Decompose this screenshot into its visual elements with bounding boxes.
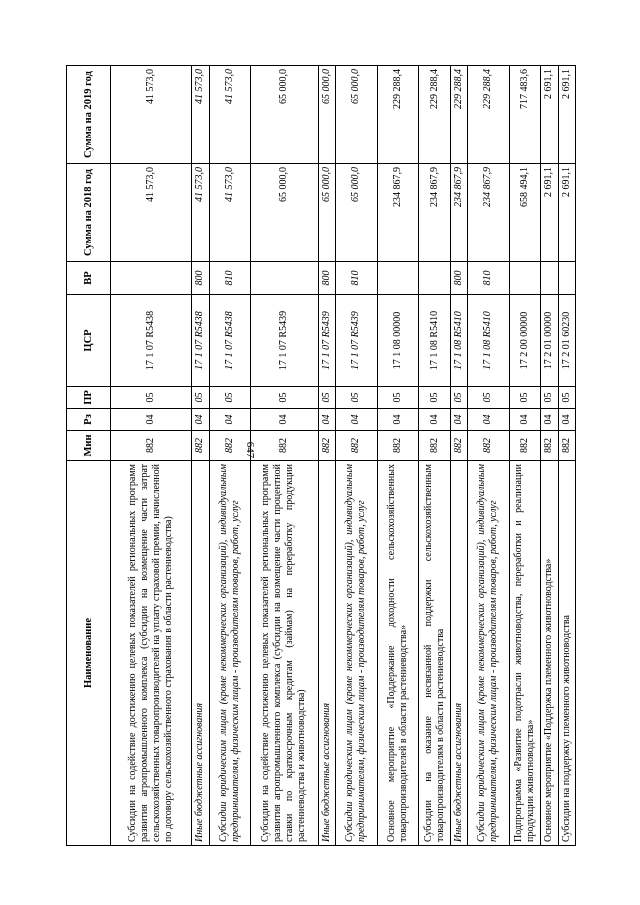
cell-rz: 04: [468, 409, 510, 431]
cell-sum-2019: 229 288,4: [419, 66, 450, 164]
cell-pr: 05: [377, 387, 419, 409]
header-min: Мин: [67, 431, 111, 461]
cell-pr: 05: [209, 387, 251, 409]
cell-csr: 17 2 01 60230: [558, 295, 575, 387]
cell-sum-2019: 2 691,1: [558, 66, 575, 164]
cell-min: 882: [450, 431, 467, 461]
cell-pr: 05: [509, 387, 540, 409]
cell-vr: 810: [209, 262, 251, 295]
cell-min: 882: [419, 431, 450, 461]
cell-sum-2019: 229 288,4: [468, 66, 510, 164]
cell-sum-2019: 65 000,0: [251, 66, 318, 164]
cell-min: 882: [111, 431, 192, 461]
cell-min: 882: [335, 431, 377, 461]
cell-sum-2019: 229 288,4: [450, 66, 467, 164]
cell-csr: 17 1 08 00000: [377, 295, 419, 387]
table-row: [541, 66, 558, 846]
table-row: [509, 66, 540, 846]
cell-pr: 05: [251, 387, 318, 409]
cell-pr: 05: [558, 387, 575, 409]
cell-sum-2018: 2 691,1: [541, 164, 558, 262]
cell-rz: 04: [111, 409, 192, 431]
cell-min: 882: [192, 431, 209, 461]
cell-rz: 04: [509, 409, 540, 431]
cell-rz: 04: [192, 409, 209, 431]
cell-vr: [558, 262, 575, 295]
table-row: [419, 66, 450, 846]
cell-csr: 17 1 07 R5438: [192, 295, 209, 387]
cell-pr: 05: [419, 387, 450, 409]
cell-min: 882: [318, 431, 335, 461]
cell-pr: 05: [192, 387, 209, 409]
cell-pr: 05: [111, 387, 192, 409]
cell-sum-2018: 234 867,9: [450, 164, 467, 262]
cell-sum-2019: 41 573,0: [192, 66, 209, 164]
cell-pr: 05: [541, 387, 558, 409]
cell-csr: 17 1 08 R5410: [450, 295, 467, 387]
cell-sum-2018: 41 573,0: [209, 164, 251, 262]
cell-sum-2018: 234 867,9: [468, 164, 510, 262]
cell-vr: [509, 262, 540, 295]
table-row: [209, 66, 251, 846]
cell-vr: [251, 262, 318, 295]
cell-min: 882: [209, 431, 251, 461]
table-row: [468, 66, 510, 846]
cell-sum-2018: 234 867,9: [377, 164, 419, 262]
cell-name: Иные бюджетные ассигнования: [450, 461, 467, 846]
cell-vr: 800: [450, 262, 467, 295]
cell-vr: 810: [335, 262, 377, 295]
header-sum-2018: Сумма на 2018 год: [67, 164, 111, 262]
cell-min: 882: [541, 431, 558, 461]
cell-pr: 05: [318, 387, 335, 409]
table-row: [558, 66, 575, 846]
table-row: [251, 66, 318, 846]
cell-csr: 17 1 07 R5438: [111, 295, 192, 387]
cell-name: Субсидии юридическим лицам (кроме некоммерческих организаций), индивидуальным предпринимателям, физическим лицам - производителям товаров, работ, услуг: [468, 461, 510, 846]
cell-csr: 17 1 07 R5439: [251, 295, 318, 387]
cell-rz: 04: [541, 409, 558, 431]
cell-name: Субсидии юридическим лицам (кроме некоммерческих организаций), индивидуальным предпринимателям, физическим лицам - производителям товаров, работ, услуг: [209, 461, 251, 846]
cell-sum-2019: 65 000,0: [335, 66, 377, 164]
cell-rz: 04: [558, 409, 575, 431]
cell-csr: 17 1 07 R5438: [209, 295, 251, 387]
cell-name: Основное мероприятие «Поддержка племенного животноводства»: [541, 461, 558, 846]
cell-rz: 04: [450, 409, 467, 431]
table-row: [377, 66, 419, 846]
cell-name: Субсидии на содействие достижению целевых показателей региональных программ развития агропромышленного комплекса (субсидии на возмещение части процентной ставки по краткосрочным кредитам (займам) на переработку продукции растениеводства и животноводства): [251, 461, 318, 846]
cell-vr: 810: [468, 262, 510, 295]
cell-csr: 17 1 07 R5439: [335, 295, 377, 387]
cell-csr: 17 1 08 R5410: [468, 295, 510, 387]
cell-name: Субсидии на поддержку племенного животноводства: [558, 461, 575, 846]
cell-rz: 04: [419, 409, 450, 431]
cell-min: 882: [558, 431, 575, 461]
cell-csr: 17 2 01 00000: [541, 295, 558, 387]
cell-min: 882: [377, 431, 419, 461]
table-row: [335, 66, 377, 846]
cell-pr: 05: [450, 387, 467, 409]
cell-csr: 17 1 07 R5439: [318, 295, 335, 387]
cell-vr: [377, 262, 419, 295]
cell-sum-2018: 65 000,0: [318, 164, 335, 262]
table-row: [450, 66, 467, 846]
budget-table-container: [66, 66, 576, 846]
table-row: [318, 66, 335, 846]
cell-sum-2019: 717 483,6: [509, 66, 540, 164]
header-pr: ПР: [67, 387, 111, 409]
cell-rz: 04: [318, 409, 335, 431]
page-number: 647: [244, 441, 256, 459]
cell-sum-2019: 229 288,4: [377, 66, 419, 164]
cell-rz: 04: [251, 409, 318, 431]
cell-min: 882: [468, 431, 510, 461]
budget-table: [66, 65, 576, 846]
table-header-row: [67, 66, 111, 846]
cell-min: 882: [509, 431, 540, 461]
cell-vr: 800: [318, 262, 335, 295]
header-csr: ЦСР: [67, 295, 111, 387]
header-sum-2019: Сумма на 2019 год: [67, 66, 111, 164]
cell-vr: [419, 262, 450, 295]
cell-rz: 04: [335, 409, 377, 431]
cell-csr: 17 2 00 00000: [509, 295, 540, 387]
cell-csr: 17 1 08 R5410: [419, 295, 450, 387]
cell-sum-2018: 41 573,0: [111, 164, 192, 262]
cell-sum-2019: 2 691,1: [541, 66, 558, 164]
cell-name: Основное мероприятие «Поддержание доходности сельскохозяйственных товаропроизводителей в области растениеводства»: [377, 461, 419, 846]
cell-sum-2018: 234 867,9: [419, 164, 450, 262]
cell-name: Субсидии на оказание несвязанной поддержки сельскохозяйственным товаропроизводителям в области растениеводства: [419, 461, 450, 846]
cell-name: Иные бюджетные ассигнования: [318, 461, 335, 846]
cell-sum-2019: 65 000,0: [318, 66, 335, 164]
cell-pr: 05: [468, 387, 510, 409]
cell-vr: 800: [192, 262, 209, 295]
cell-min: 882: [251, 431, 318, 461]
table-row: [111, 66, 192, 846]
cell-name: Подпрограмма «Развитие подотрасли животноводства, переработки и реализации продукции животноводства»: [509, 461, 540, 846]
cell-sum-2018: 65 000,0: [335, 164, 377, 262]
table-row: [192, 66, 209, 846]
cell-name: Субсидии на содействие достижению целевых показателей региональных программ развития агропромышленного комплекса (субсидии на возмещение части затрат сельскохозяйственных товаропроизводителей на уплату страховой премии, начисленной по договору сельскохозяйственного страхования в области растениеводства): [111, 461, 192, 846]
cell-sum-2018: 65 000,0: [251, 164, 318, 262]
cell-name: Субсидии юридическим лицам (кроме некоммерческих организаций), индивидуальным предпринимателям, физическим лицам - производителям товаров, работ, услуг: [335, 461, 377, 846]
cell-sum-2019: 41 573,0: [209, 66, 251, 164]
cell-vr: [541, 262, 558, 295]
cell-sum-2018: 658 494,1: [509, 164, 540, 262]
cell-rz: 04: [209, 409, 251, 431]
header-rz: Рз: [67, 409, 111, 431]
cell-sum-2018: 41 573,0: [192, 164, 209, 262]
header-name: Наименование: [67, 461, 111, 846]
cell-pr: 05: [335, 387, 377, 409]
cell-rz: 04: [377, 409, 419, 431]
cell-sum-2019: 41 573,0: [111, 66, 192, 164]
cell-name: Иные бюджетные ассигнования: [192, 461, 209, 846]
cell-vr: [111, 262, 192, 295]
header-vr: ВР: [67, 262, 111, 295]
cell-sum-2018: 2 691,1: [558, 164, 575, 262]
